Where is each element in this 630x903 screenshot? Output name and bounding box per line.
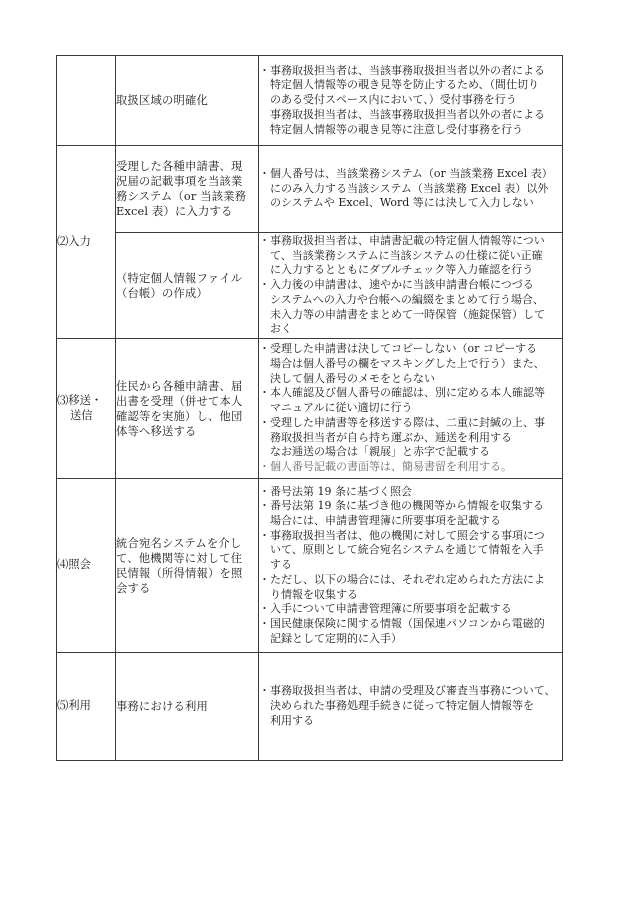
section-cell xyxy=(57,479,116,653)
measure-line: ・事務取扱担当者は、申請書記載の特定個人情報等につい xyxy=(259,234,545,248)
measures-cell xyxy=(259,653,563,761)
task-line: 住民から各種申請書、届 xyxy=(116,379,243,393)
measure-line: 事務取扱担当者は、当該事務取扱担当者以外の者による xyxy=(270,107,545,121)
section-text xyxy=(57,558,115,573)
measure-line: 未入力等の申請書をまとめて一時保管（施錠保管）して xyxy=(270,307,545,321)
measures-cell xyxy=(259,146,563,233)
task-line: 出書を受理（併せて本人 xyxy=(116,394,243,408)
measure-list xyxy=(259,342,562,474)
task-line: 務システム（or 当該業務 xyxy=(116,190,247,203)
task-text xyxy=(116,159,258,219)
task-line: Excel 表）に入力する xyxy=(116,205,233,218)
measure-line: なお逓送の場合は「親展」と赤字で記載する xyxy=(270,445,490,459)
measure-line: ・受理した申請書は決してコピーしない（or コピーする xyxy=(259,342,537,356)
task-line: 確認等を実施）し、他団 xyxy=(116,409,243,423)
task-text xyxy=(116,699,258,714)
measure-line: システムへの入力や台帳への編綴をまとめて行う場合、 xyxy=(270,292,544,306)
table-row xyxy=(57,339,563,479)
measure-list xyxy=(259,167,562,211)
table-row xyxy=(57,146,563,233)
section-text xyxy=(57,235,115,250)
measure-line: ・受理した申請書等を移送する際は、二重に封緘の上、事 xyxy=(259,415,545,429)
measure-list xyxy=(259,234,562,337)
table-row xyxy=(57,479,563,653)
task-text xyxy=(116,271,258,301)
section-text xyxy=(57,699,115,714)
measure-list xyxy=(259,684,562,728)
measure-line: にのみ入力する当該システム（当該業務 Excel 表）以外 xyxy=(270,181,549,195)
measure-line: 記録として定期的に入手） xyxy=(270,631,402,645)
measure-line: に入力するとともにダブルチェック等入力確認を行う xyxy=(270,263,534,277)
measure-line: ・本人確認及び個人番号の確認は、別に定める本人確認等 xyxy=(259,386,545,400)
measure-line: 特定個人情報等の覗き見等に注意し受付事務を行う xyxy=(270,122,523,136)
section-label: ⑸利用 xyxy=(57,699,91,713)
section-label: ⑶移送・ xyxy=(57,393,103,407)
measure-line: 務取扱担当者が自ら持ち運ぶか、逓送を利用する xyxy=(270,430,512,444)
measures-cell xyxy=(259,56,563,146)
table-row xyxy=(57,56,563,146)
measure-line: 場合には、申請書管理簿に所要事項を記載する xyxy=(270,514,501,528)
section-cell xyxy=(57,339,116,479)
measures-cell xyxy=(259,233,563,339)
section-cell xyxy=(57,56,116,146)
task-cell xyxy=(116,339,259,479)
task-line: 況届の記載事項を当該業 xyxy=(116,175,243,188)
task-cell xyxy=(116,233,259,339)
measure-line: り情報を収集する xyxy=(270,587,358,601)
section-label: ⑵入力 xyxy=(57,234,91,248)
measure-line: ・ただし、以下の場合には、それぞれ定められた方法によ xyxy=(259,572,545,586)
measure-line: 特定個人情報等の覗き見等を防止するため、（間仕切り xyxy=(270,78,540,92)
measure-line: ・事務取扱担当者は、申請の受理及び審査当事務について、 xyxy=(259,684,556,698)
task-line: 会する xyxy=(116,581,151,595)
measure-list xyxy=(259,485,562,647)
task-cell xyxy=(116,146,259,233)
measure-line: ・事務取扱担当者は、他の機関に対して照会する事項につ xyxy=(259,528,545,542)
task-line: て、他機関等に対して住 xyxy=(116,551,243,565)
measure-line: ・番号法第 19 条に基づき他の機関等から情報を収集する xyxy=(259,499,544,513)
measure-line: ・個人番号記載の書面等は、簡易書留を利用する。 xyxy=(259,459,512,473)
task-line: 取扱区域の明確化 xyxy=(116,94,208,107)
measure-line: 利用する xyxy=(270,713,314,727)
task-line: （特定個人情報ファイル xyxy=(116,271,243,285)
task-cell xyxy=(116,653,259,761)
table-row xyxy=(57,233,563,339)
task-text xyxy=(116,379,258,439)
section-cell xyxy=(57,146,116,339)
section-cell xyxy=(57,653,116,761)
measure-line: ・事務取扱担当者は、当該事務取扱担当者以外の者による xyxy=(259,63,545,77)
measure-line: する xyxy=(270,558,292,572)
measure-line: のある受付スペース内において、）受付事務を行う xyxy=(270,93,517,107)
table-row xyxy=(57,653,563,761)
task-line: （台帳）の作成） xyxy=(116,286,208,300)
task-cell xyxy=(116,56,259,146)
measure-line: て、当該業務システムに当該システムの仕様に従い正確 xyxy=(270,248,543,262)
task-line: 統合宛名システムを介し xyxy=(116,536,242,550)
procedure-table xyxy=(56,55,563,761)
measure-line: いて、原則として統合宛名システムを通じて情報を入手 xyxy=(270,543,544,557)
measure-line: おく xyxy=(270,322,292,336)
task-line: 体等へ移送する xyxy=(116,424,197,438)
measure-line: のシステムや Excel、Word 等には決して入力しない xyxy=(270,196,534,210)
section-label: 送信 xyxy=(70,408,93,422)
measure-list xyxy=(259,64,562,138)
measures-cell xyxy=(259,479,563,653)
section-text xyxy=(57,394,115,423)
measure-line: ・国民健康保険に関する情報（国保連パソコンから電磁的 xyxy=(259,616,545,630)
measure-line: 決して個人番号のメモをとらない xyxy=(270,371,435,385)
task-line: 民情報（所得情報）を照 xyxy=(116,566,243,580)
task-cell xyxy=(116,479,259,653)
measure-line: マニュアルに従い適切に行う xyxy=(270,401,413,415)
task-text xyxy=(116,93,258,108)
measure-line: 決められた事務処理手続きに従って特定個人情報等を xyxy=(270,699,534,713)
task-line: 事務における利用 xyxy=(116,700,208,713)
task-text xyxy=(116,536,258,596)
section-label: ⑷照会 xyxy=(57,558,91,572)
task-line: 受理した各種申請書、現 xyxy=(116,160,243,173)
measure-line: ・番号法第 19 条に基づく照会 xyxy=(259,484,412,498)
measure-line: ・入力後の申請書は、速やかに当該申請書台帳につづる xyxy=(259,278,534,292)
measure-line: 場合は個人番号の欄をマスキングした上で行う）また、 xyxy=(270,357,545,371)
measure-line: ・個人番号は、当該業務システム（or 当該業務 Excel 表） xyxy=(259,166,553,180)
measures-cell xyxy=(259,339,563,479)
measure-line: ・入手について申請書管理簿に所要事項を記載する xyxy=(259,602,512,616)
